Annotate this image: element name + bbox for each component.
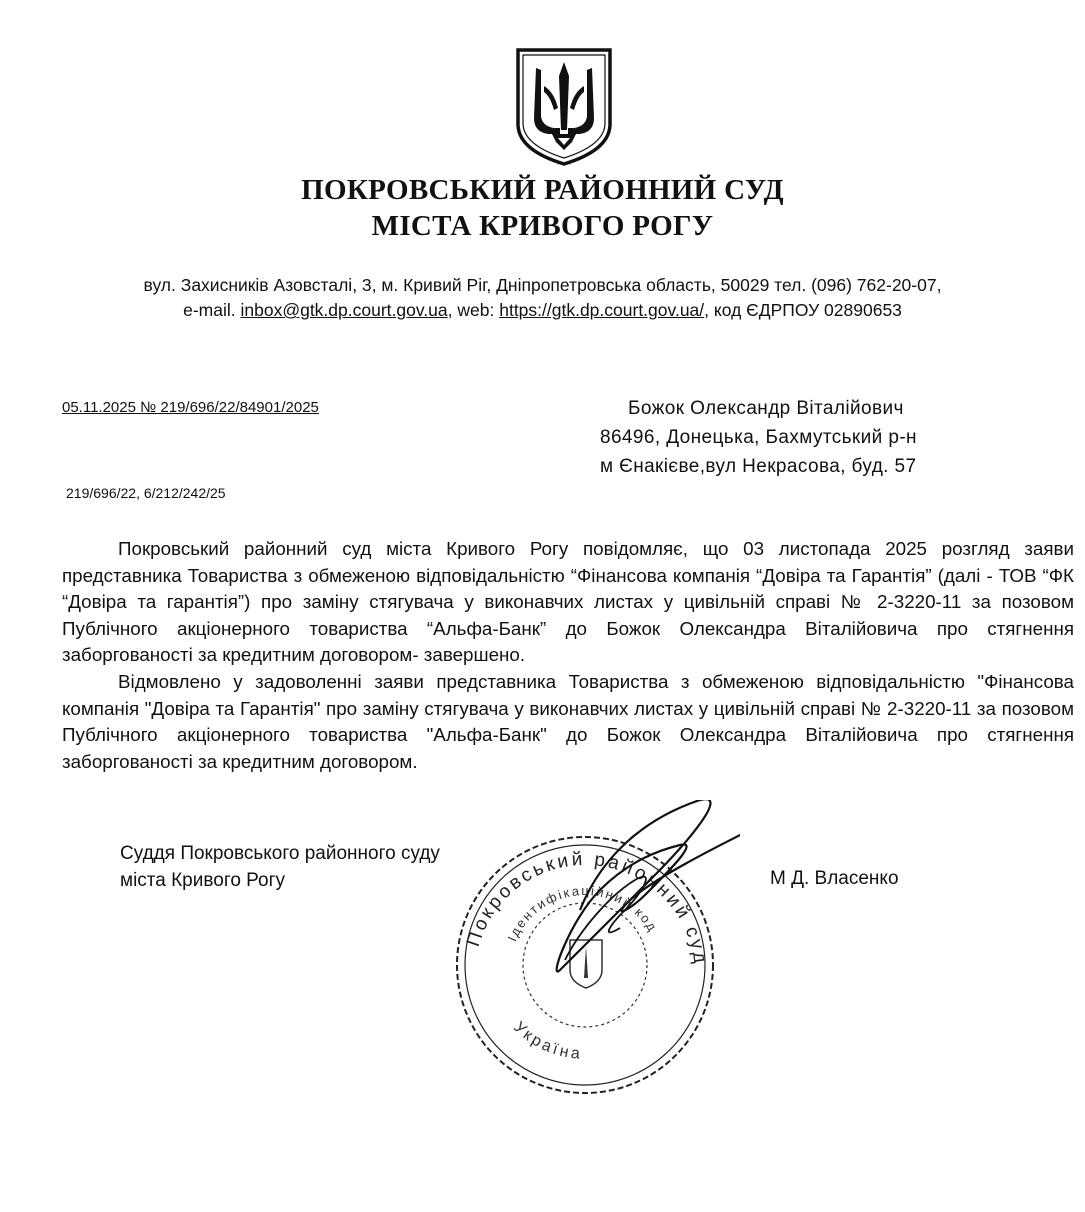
email-link[interactable]: inbox@gtk.dp.court.gov.ua: [240, 300, 448, 320]
email-label: e-mail.: [183, 300, 236, 320]
web-link[interactable]: https://gtk.dp.court.gov.ua/: [499, 300, 705, 320]
judge-name: М Д. Власенко: [770, 868, 899, 889]
court-contacts: e-mail. inbox@gtk.dp.court.gov.ua, web: https://gtk.dp.court.gov.ua/, код ЄДРПОУ 02890653: [183, 300, 902, 320]
recipient-name: Божок Олександр Віталійович: [628, 398, 904, 419]
stamp-outer-text: Покровський районний суд: [462, 848, 711, 968]
judge-title-line1: Суддя Покровського районного суду: [120, 843, 440, 864]
web-label: web:: [457, 300, 495, 320]
letter-body: [62, 536, 1074, 775]
outgoing-number: 05.11.2025 № 219/696/22/84901/2025: [62, 399, 319, 416]
recipient-address-line1: 86496, Донецька, Бахмутський р-н: [600, 427, 917, 448]
case-reference: 219/696/22, 6/212/242/25: [66, 485, 226, 501]
stamp-bottom-text: Україна: [510, 1018, 584, 1063]
edrpou-code: , код ЄДРПОУ 02890653: [704, 300, 902, 320]
court-name-line2: МІСТА КРИВОГО РОГУ: [371, 210, 714, 242]
court-name-line1: ПОКРОВСЬКИЙ РАЙОННИЙ СУД: [301, 174, 784, 206]
recipient-address-line2: м Єнакієве,вул Некрасова, буд. 57: [600, 456, 917, 477]
tryzub-coat-of-arms-icon: [514, 46, 614, 168]
stamp-inner-text: Ідентифікаційний код: [504, 882, 661, 944]
stamp-seal-icon: [430, 800, 740, 1100]
body-paragraph-1: Покровський районний суд міста Кривого Рогу повідомляє, що 03 листопада 2025 розгляд заяви представника Товариства з обмеженою відповідальністю “Фінансова компанія “Довіра та Гарантія” (далі - ТОВ “ФК “Довіра та гарантія”) про заміну стягувача у виконавчих листах у цивільній справі № 2-3220-11 за позовом Публічного акціонерного товариства “Альфа-Банк” до Божок Олександра Віталійовича про стягнення заборгованості за кредитним договором- завершено.: [62, 538, 1074, 666]
judge-title-line2: міста Кривого Рогу: [120, 870, 286, 891]
court-address: вул. Захисників Азовсталі, 3, м. Кривий Ріг, Дніпропетровська область, 50029 тел. (096) 762-20-07,: [143, 275, 942, 295]
court-stamp: [430, 800, 740, 1100]
body-paragraph-2: Відмовлено у задоволенні заяви представника Товариства з обмеженою відповідальністю "Фінансова компанія "Довіра та Гарантія" про заміну стягувача у виконавчих листах у цивільній справі № 2-3220-11 за позовом Публічного акціонерного товариства "Альфа-Банк" до Божок Олександра Віталійовича про стягнення заборгованості за кредитним договором.: [62, 670, 1074, 772]
emblem: [514, 46, 614, 168]
